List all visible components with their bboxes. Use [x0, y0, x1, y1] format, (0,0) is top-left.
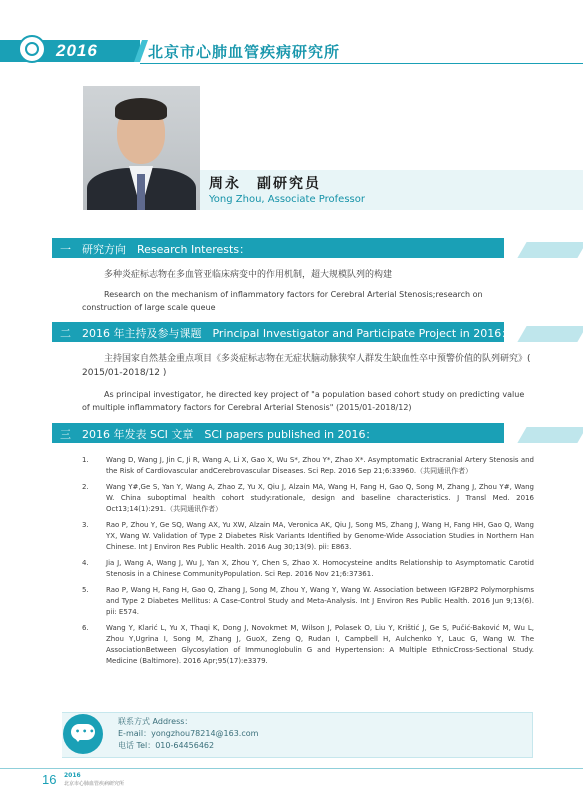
section-papers-title: 三 2016 年发表 SCI 文章 SCI papers published in 2016： — [60, 428, 377, 441]
list-item: 3. Rao P, Zhou Y, Ge SQ, Wang AX, Yu XW, Alzain MA, Veronica AK, Qiu J, Song MS, Zhang J, Wang H, Fang HH, Gao Q, Wang YX, Wang W. Validation of Type 2 Diabetes Risk Variants Identified by Genome-Wide Association Studies in Northern Han Chinese. Int J Environ Res Public Health. 2016 Aug 30;13(9). pii: E863. — [82, 521, 534, 551]
institute-logo-icon — [18, 35, 46, 63]
header-institute-title: 北京市心肺血管疾病研究所 — [148, 43, 341, 61]
section-projects-header — [52, 322, 513, 344]
research-text-cn: 多种炎症标志物在多血管亚临床病变中的作用机制，超大规模队列的构建 — [104, 270, 393, 280]
research-text-en: Research on the mechanism of inflammatory factors for Cerebral Arterial Stenosis;research on construction of large scale queue — [82, 290, 483, 312]
header-year: 2016 — [56, 41, 98, 60]
footer-year: 2016 — [64, 772, 81, 779]
section-papers-header — [52, 423, 504, 445]
name-english: Yong Zhou, Associate Professor — [209, 194, 365, 205]
list-item: 1. Wang D, Wang J, Jin C, Ji R, Wang A, Li X, Gao X, Wu S*, Zhou Y*, Zhao X*. Asymptomatic Extracranial Artery Stenosis and the Risk of Cardiovascular andCerebrovascular Diseases. Sci Rep. 2016 Sep 21;6:33960.（共同通讯作者） — [82, 456, 534, 475]
page-number: 16 — [42, 772, 57, 787]
footer-institute: 北京市心肺血管疾病研究所 — [64, 781, 125, 787]
projects-text-en: As principal investigator, he directed key project of "a population based cohort study on predicting value of multiple inflammatory factors for Cerebral Arterial Stenosis" (2015/01-2018/12) — [82, 390, 525, 412]
contact-email[interactable]: E-mail：yongzhou78214@163.com — [118, 729, 259, 738]
contact-tel: 电话 Tel：010-64456462 — [118, 741, 215, 750]
chat-bubble-icon: ••• — [63, 714, 103, 754]
footer-divider — [0, 768, 583, 769]
section-research-title: 一 研究方向 Research Interests： — [60, 243, 251, 256]
contact-label: 联系方式 Address： — [118, 717, 193, 726]
page-header — [0, 33, 583, 77]
list-item: 5. Rao P, Wang H, Fang H, Gao Q, Zhang J, Song M, Zhou Y, Wang Y, Wang W. Association between IGF2BP2 Polymorphisms and Type 2 Diabetes Mellitus: A Case-Control Study and Meta-Analysis. Int J Environ Res Public Health. 2016 Jun 9;13(6). pii: E574. — [82, 586, 534, 616]
section-projects-title: 二 2016 年主持及参与课题 Principal Investigator and Participate Project in 2016： — [60, 327, 513, 340]
name-chinese: 周永 副研究员 — [209, 176, 321, 192]
list-item: 2. Wang Y#,Ge S, Yan Y, Wang A, Zhao Z, Yu X, Qiu J, Alzain MA, Wang H, Fang H, Gao Q, Song M, Zhang J, Zhou Y#, Wang W. China suboptimal health cohort study:rationale, design and baseline characteristics. J Transl Med. 2016 Oct13;14(1):291.（共同通讯作者） — [82, 483, 534, 513]
list-item: 4. Jia J, Wang A, Wang J, Wu J, Yan X, Zhou Y, Chen S, Zhao X. Homocysteine andIts Relationship to Asymptomatic Carotid Stenosis in a Chinese CommunityPopulation. Sci Rep. 2016 Nov 21;6:37361. — [82, 559, 534, 578]
projects-text-cn: 主持国家自然基金重点项目《多炎症标志物在无症状脑动脉狭窄人群发生缺血性卒中预警价值的队列研究》( 2015/01-2018/12 ) — [82, 354, 531, 378]
header-divider — [140, 63, 583, 64]
profile-photo — [83, 86, 200, 210]
papers-list — [82, 455, 534, 672]
section-research-header — [52, 238, 504, 260]
list-item: 6. Wang Y, Klarić L, Yu X, Thaqi K, Dong J, Novokmet M, Wilson J, Polasek O, Liu Y, Krištić J, Ge S, Pučić-Baković M, Wu L, Zhou Y,Ugrina I, Song M, Zhang J, GuoX, Zeng Q, Rudan I, Campbell H, Aulchenko Y, Lauc G, Wang W. The AssociationBetween Glycosylation of Immunoglobulin G and Hypertension: A Multiple EthnicCross-Sectional Study. Medicine (Baltimore). 2016 Apr;95(17):e3379. — [82, 624, 534, 665]
